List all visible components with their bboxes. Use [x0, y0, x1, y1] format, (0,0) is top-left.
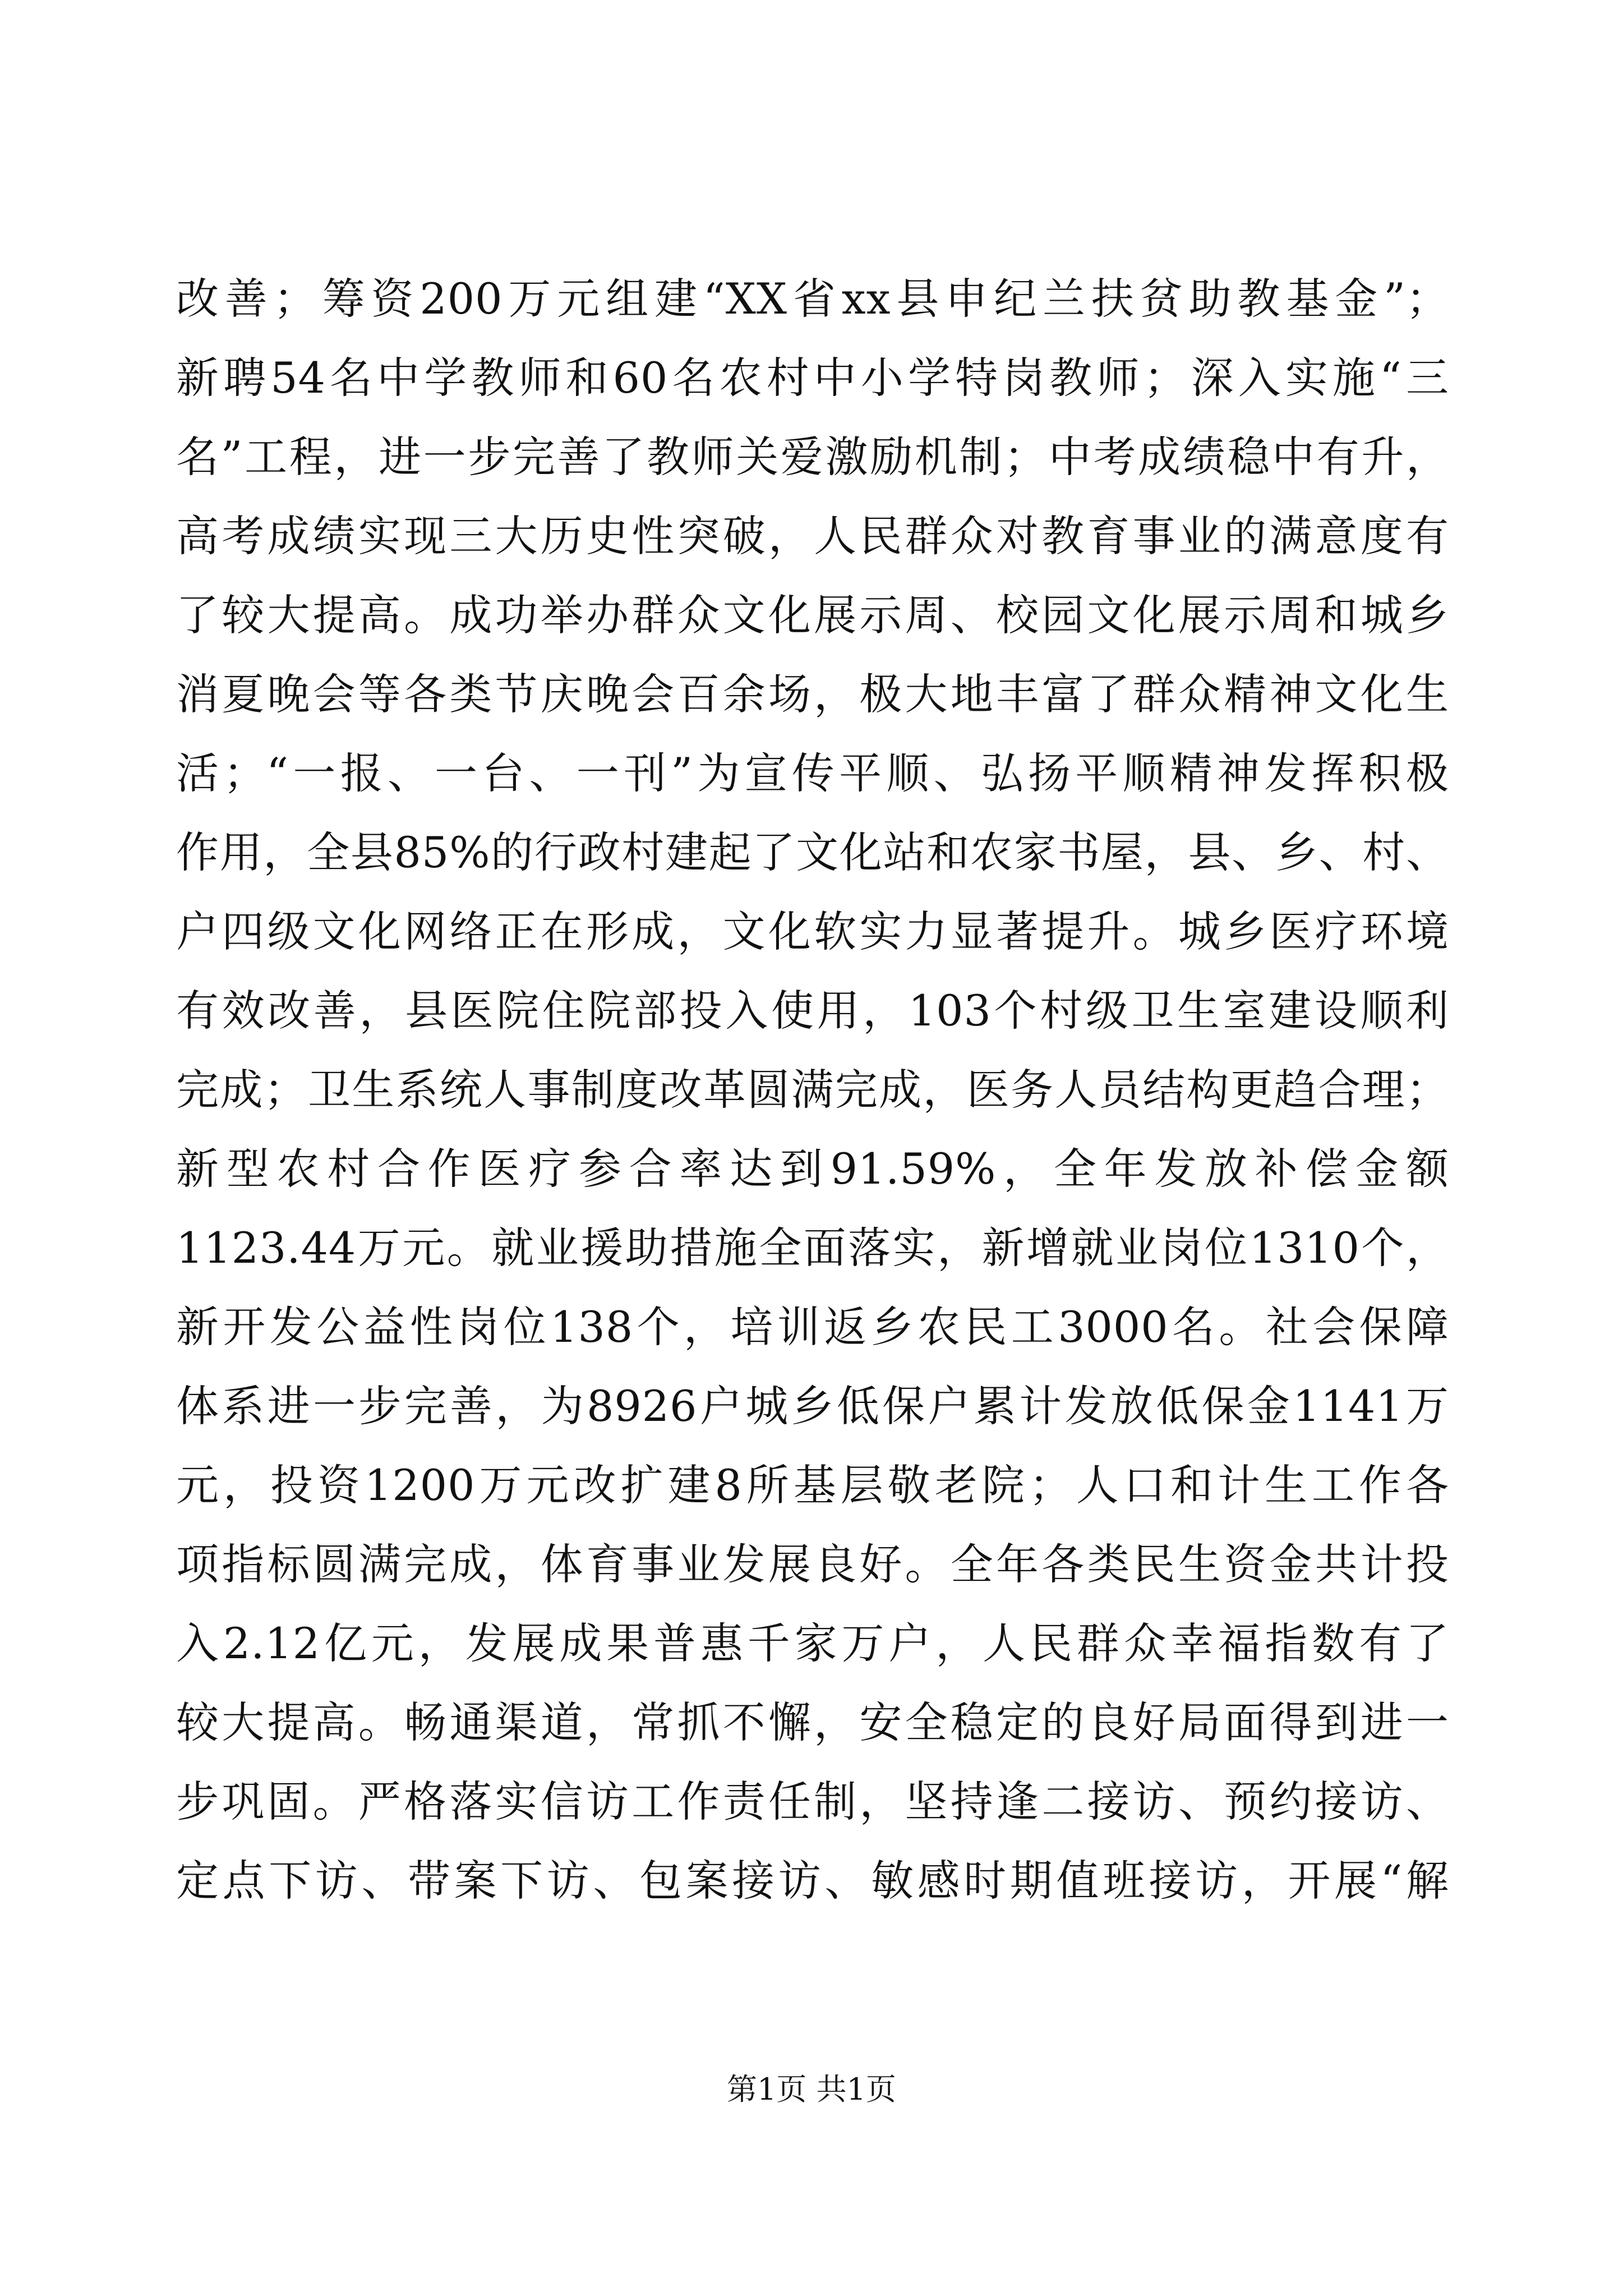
page-number-label: 第1页 共1页 [727, 2072, 896, 2107]
text-line: 了较大提高。成功举办群众文化展示周、校园文化展示周和城乡 [176, 590, 1449, 640]
text-line: 完成；卫生系统人事制度改革圆满完成，医务人员结构更趋合理； [176, 1065, 1449, 1115]
text-line: 作用，全县85%的行政村建起了文化站和农家书屋，县、乡、村、 [176, 827, 1449, 877]
text-line: 1123.44万元。就业援助措施全面落实，新增就业岗位1310个， [176, 1223, 1449, 1273]
document-body [176, 259, 1449, 1920]
text-line: 活；“一报、一台、一刊”为宣传平顺、弘扬平顺精神发挥积极 [176, 748, 1449, 798]
text-line: 入2.12亿元，发展成果普惠千家万户，人民群众幸福指数有了 [176, 1618, 1449, 1668]
text-line: 较大提高。畅通渠道，常抓不懈，安全稳定的良好局面得到进一 [176, 1697, 1449, 1747]
text-line: 消夏晚会等各类节庆晚会百余场，极大地丰富了群众精神文化生 [176, 669, 1449, 719]
text-line: 项指标圆满完成，体育事业发展良好。全年各类民生资金共计投 [176, 1539, 1449, 1589]
page-footer [0, 2070, 1623, 2109]
text-line: 新聘54名中学教师和60名农村中小学特岗教师；深入实施“三 [176, 353, 1449, 403]
text-line: 改善；筹资200万元组建“XX省xx县申纪兰扶贫助教基金”； [176, 274, 1449, 324]
text-line: 新开发公益性岗位138个，培训返乡农民工3000名。社会保障 [176, 1302, 1449, 1352]
text-line: 高考成绩实现三大历史性突破，人民群众对教育事业的满意度有 [176, 511, 1449, 561]
text-line: 定点下访、带案下访、包案接访、敏感时期值班接访，开展“解 [176, 1856, 1449, 1906]
text-line: 步巩固。严格落实信访工作责任制，坚持逢二接访、预约接访、 [176, 1777, 1449, 1826]
text-line: 新型农村合作医疗参合率达到91.59%，全年发放补偿金额 [176, 1144, 1449, 1194]
text-line: 元，投资1200万元改扩建8所基层敬老院；人口和计生工作各 [176, 1460, 1449, 1510]
text-line: 名”工程，进一步完善了教师关爱激励机制；中考成绩稳中有升， [176, 432, 1449, 482]
text-line: 有效改善，县医院住院部投入使用，103个村级卫生室建设顺利 [176, 986, 1449, 1036]
text-line: 户四级文化网络正在形成，文化软实力显著提升。城乡医疗环境 [176, 907, 1449, 956]
text-line: 体系进一步完善，为8926户城乡低保户累计发放低保金1141万 [176, 1381, 1449, 1431]
